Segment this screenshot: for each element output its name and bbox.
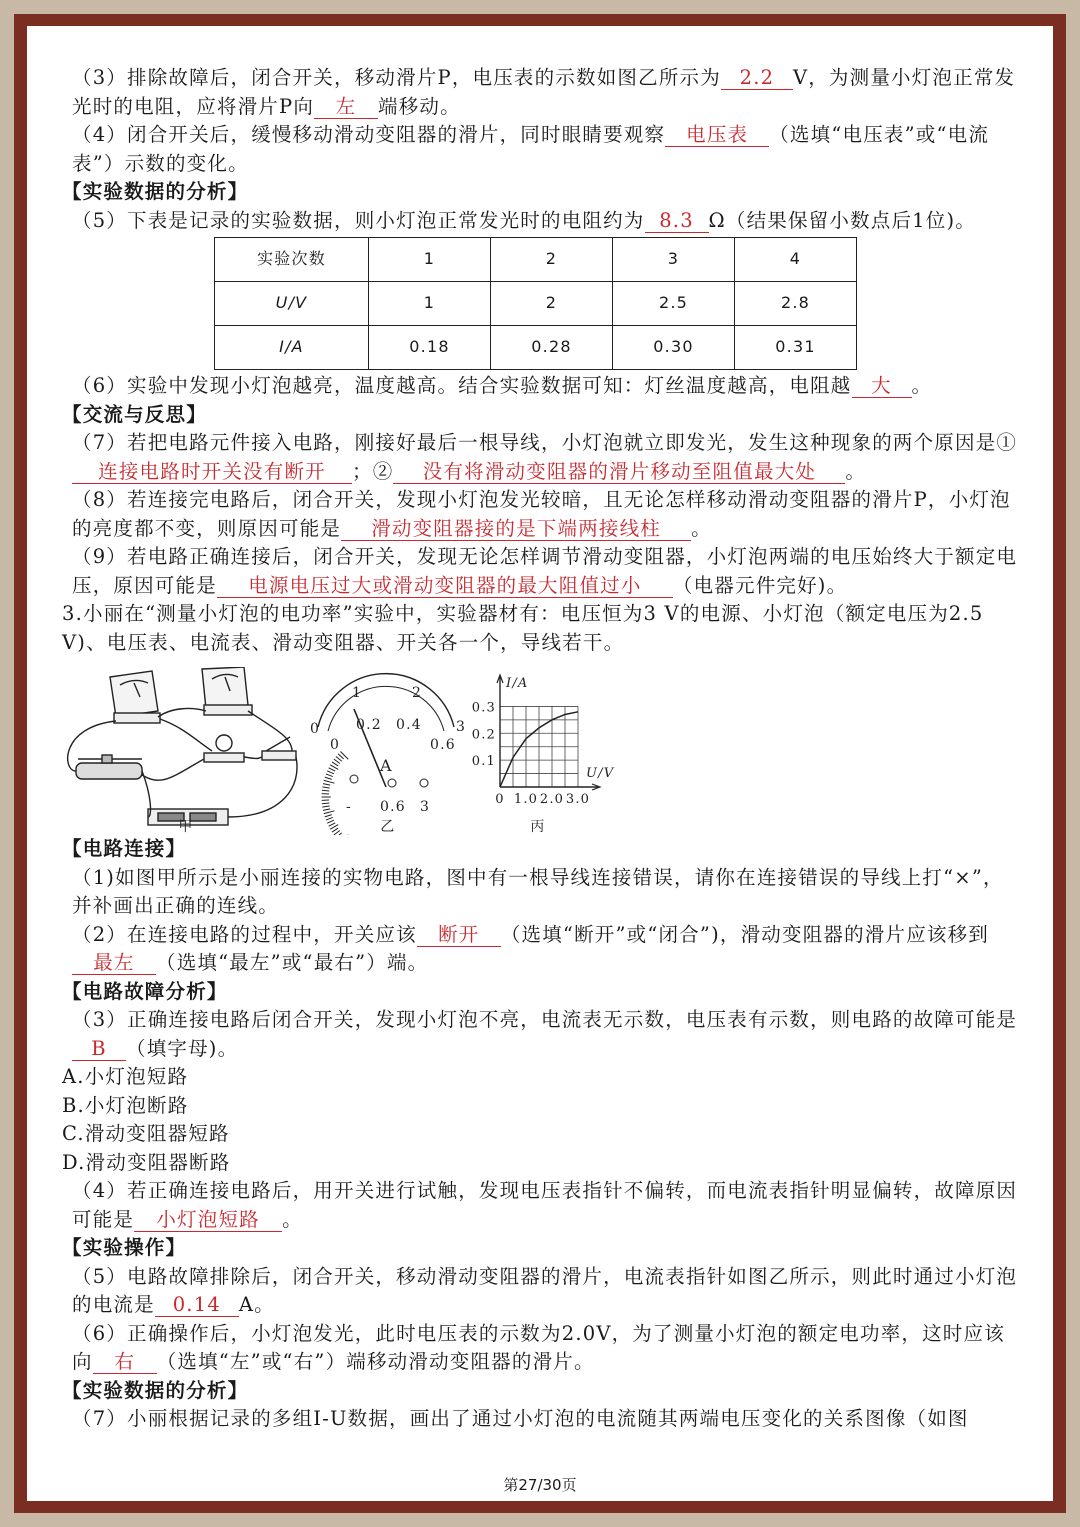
wire [142,759,204,780]
x-tick-label: 0 [495,792,505,807]
dial-tick [332,762,338,766]
dial-scale-label: 2 [412,685,423,701]
worksheet-page [27,26,1053,1501]
answer-blank: 电源电压过大或滑动变阻器的最大阻值过小 [217,575,673,598]
dial-terminal-label: 3 [420,799,431,815]
page-number: 第27/30页 [503,1476,577,1494]
dial-tick [334,831,340,835]
dial-scale-label: 0 [310,721,321,737]
section-heading: 【实验数据的分析】 [62,1378,249,1402]
dial-tick [323,784,330,786]
answer-blank: 没有将滑动变阻器的滑片移动至阻值最大处 [393,461,845,484]
ammeter-device [110,671,160,723]
answer-blank: 2.2 [721,67,793,90]
table-row [215,282,857,326]
figure-label-yi: 乙 [380,819,396,835]
question-8: （8）若连接完电路后，闭合开关，发现小灯泡发光较暗，且无论怎样移动滑动变阻器的滑片P，小灯泡的亮度都不变，则原因可能是 滑动变阻器接的是下端两接线柱 。 [72,488,1011,540]
data-table [214,237,857,370]
dial-tick [340,751,348,759]
dial-scale-label: 0 [330,737,341,753]
answer-blank: 左 [314,96,378,119]
table-cell: 3 [613,238,735,282]
dial-tick [322,787,329,788]
dial-tick [324,780,335,783]
table-cell: 0.18 [369,326,491,370]
dial-tick [334,759,340,763]
table-row [215,326,857,370]
circuit-q1: （1)如图甲所示是小丽连接的实物电路，图中有一根导线连接错误，请你在连接错误的导线上打“×”，并补画出正确的连线。 [72,865,1004,917]
dial-tick [336,756,342,761]
circuit-figure [68,667,297,825]
table-cell: 实验次数 [215,238,369,282]
figure-svg [62,667,622,835]
question-3: （3）排除故障后，闭合开关，移动滑片P，电压表的示数如图乙所示为 2.2 V，为测量小灯泡正常发光时的电阻，应将滑片P向 左 端移动。 [72,66,1016,118]
answer-blank: B [72,1038,126,1061]
figure-label-jia: 甲 [178,819,194,835]
dial-scale-label: 0.6 [430,737,456,753]
answer-blank: 滑动变阻器接的是下端两接线柱 [341,518,691,541]
wire [248,711,292,751]
dial-tick [322,790,329,791]
dial-tick [332,828,338,832]
table-cell: 0.31 [735,326,857,370]
fault-q3: （3）正确连接电路后闭合开关，发现小灯泡不亮，电流表无示数，电压表有示数，则电路的故障可能是B （填字母)。 [72,1008,1018,1060]
question-5: （5）下表是记录的实验数据，则小灯泡正常发光时的电阻约为 8.3 Ω（结果保留小数点后1位)。 [72,208,976,232]
answer-blank: 8.3 [645,210,709,233]
figure-label-bing: 丙 [530,819,546,835]
dial-scale-label: 1 [352,685,363,701]
section-heading: 【实验操作】 [62,1236,187,1259]
wire [158,709,206,717]
wire [228,757,297,817]
y-tick-label: 0.2 [471,727,496,743]
section-heading: 【电路故障分析】 [62,979,228,1003]
section-heading: 【实验数据的分析】 [62,180,249,203]
answer-blank: 右 [93,1351,157,1374]
rheostat-device [76,755,142,779]
table-cell: 4 [735,238,857,282]
dial-tick [322,803,329,804]
option: C.滑动变阻器短路 [62,1122,230,1145]
x-tick-label: 2.0 [539,792,565,807]
dial-tick [323,809,330,811]
table-cell: 0.28 [491,326,613,370]
table-cell: 1 [369,238,491,282]
fault-q4: （4）若正确连接电路后，用开关进行试触，发现电压表指针不偏转，而电流表指针明显偏转，故障原因可能是 小灯泡短路 。 [72,1179,1018,1231]
table-cell: 2 [491,238,613,282]
option: B.小灯泡断路 [62,1093,189,1117]
x-tick-label: 3.0 [565,792,591,807]
dial-tick [325,777,332,779]
y-axis-label: I/A [506,676,529,691]
dial-tick [325,815,332,817]
y-tick-label: 0.3 [471,700,496,716]
dial-scale-label: 0.4 [396,717,422,733]
answer-blank: 0.14 [155,1294,239,1317]
dial-tick [326,817,333,820]
x-axis-label: U/V [586,766,615,781]
dial-tick [326,774,333,777]
answer-blank: 小灯泡短路 [134,1209,282,1232]
circuit-q2: （2）在连接电路的过程中，开关应该 断开 （选填“断开”或“闭合”)，滑动变阻器的滑片应该移到最左 （选填“最左”或“最右”）端。 [72,922,989,974]
question-6: （6）实验中发现小灯泡越亮，温度越高。结合实验数据可知：灯丝温度越高，电阻越 大 。 [72,374,933,397]
dial-tick [327,771,334,774]
dial-tick [329,768,336,771]
dial-tick [327,820,334,823]
answer-blank: 最左 [72,952,156,975]
table-cell: 2.5 [613,282,735,326]
section-heading: 【电路连接】 [62,837,187,860]
dial-tick [322,806,329,807]
question-9: （9）若电路正确连接后，闭合开关，发现无论怎样调节滑动变阻器，小灯泡两端的电压始终大于额定电压，原因可能是 电源电压过大或滑动变阻器的最大阻值过小 （电器元件完好)。 [72,545,1018,597]
answer-blank: 电压表 [665,124,769,147]
dial-unit: A [380,756,393,775]
table-cell: 0.30 [613,326,735,370]
operation-q5: （5）电路故障排除后，闭合开关，移动滑动变阻器的滑片，电流表指针如图乙所示，则此时通过小灯泡的电流是 0.14 A。 [72,1264,1018,1316]
dial-tick [324,811,335,814]
question-7: （7）若把电路元件接入电路，刚接好最后一根导线，小灯泡就立即发光，发生这种现象的两个原因是①连接电路时开关没有断开 ；② 没有将滑动变阻器的滑片移动至阻值最大处 。 [72,431,1018,483]
answer-blank: 连接电路时开关没有断开 [72,461,352,484]
dial-tick [338,754,343,759]
switch-device [262,737,296,760]
table-cell: I/A [215,326,369,370]
question-4: （4）闭合开关后，缓慢移动滑动变阻器的滑片，同时眼睛要观察 电压表 （选填“电压表”或“电流表”）示数的变化。 [72,123,990,175]
dial-scale-label: 0.2 [356,717,382,733]
operation-q6: （6）正确操作后，小灯泡发光，此时电压表的示数为2.0V，为了测量小灯泡的额定电功率，这时应该向 右 （选填“左”或“右”）端移动滑动变阻器的滑片。 [72,1321,1005,1373]
option: D.滑动变阻器断路 [62,1150,231,1174]
y-tick-label: 0.1 [471,754,496,770]
table-cell: 2 [491,282,613,326]
iu-chart [472,675,615,807]
dial-tick [329,823,336,826]
option: A.小灯泡短路 [62,1065,189,1088]
table-cell: U/V [215,282,369,326]
bulb-device [204,735,244,762]
table-cell: 2.8 [735,282,857,326]
table-header-row [215,238,857,282]
dial-scale-label: 3 [456,719,467,735]
table-cell: 1 [369,282,491,326]
dial-terminal-label: - [346,799,352,815]
analysis-q7: （7）小丽根据记录的多组I-U数据，画出了通过小灯泡的电流随其两端电压变化的关系图像（如图 [72,1407,969,1430]
wire [244,757,262,759]
figures [62,667,1022,835]
x-tick-label: 1.0 [513,792,539,807]
worksheet-content [62,64,1022,1434]
ammeter-dial [310,674,466,835]
dial-terminal-label: 0.6 [380,799,406,815]
section-heading: 【交流与反思】 [62,402,207,426]
answer-blank: 大 [852,375,912,398]
problem-3-stem: 3.小丽在“测量小灯泡的电功率”实验中，实验器材有：电压恒为3 V的电源、小灯泡（额定电压为2.5 V)、电压表、电流表、滑动变阻器、开关各一个，导线若干。 [62,602,984,654]
voltmeter-device [202,667,252,715]
answer-blank: 断开 [417,924,501,947]
wire [160,719,212,751]
